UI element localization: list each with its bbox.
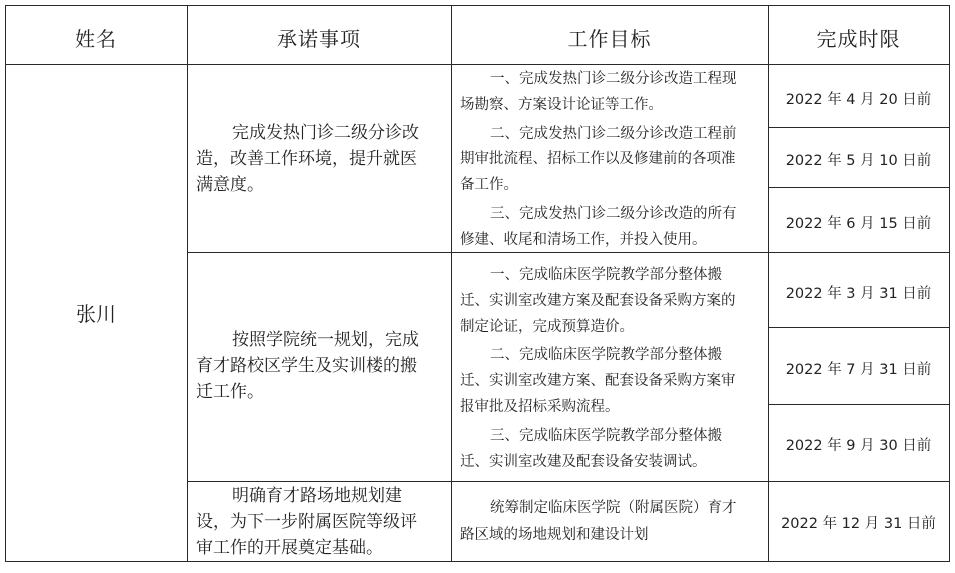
header-commitment: 承诺事项 xyxy=(277,27,361,51)
commitment-1-line-2: 造，改善工作环境，提升就医 xyxy=(196,149,417,169)
person-name: 张川 xyxy=(76,302,116,326)
deadline-2-3: 2022 年 9 月 30 日前 xyxy=(785,438,932,454)
deadline-1-3: 2022 年 6 月 15 日前 xyxy=(785,216,932,232)
goal-3-1-line-1: 统筹制定临床医学院（附属医院）育才 xyxy=(490,500,737,516)
header-goal: 工作目标 xyxy=(567,27,652,51)
deadline-divider-3 xyxy=(768,327,950,328)
goal-2-1-line-1: 一、完成临床医学院教学部分整体搬 xyxy=(490,267,722,283)
deadline-2-2: 2022 年 7 月 31 日前 xyxy=(785,362,932,378)
goal-2-2-line-1: 二、完成临床医学院教学部分整体搬 xyxy=(490,347,722,363)
goal-2-2-line-3: 报审批及招标采购流程。 xyxy=(460,399,620,415)
goal-2-2-line-2: 迁、实训室改建方案、配套设备采购方案审 xyxy=(460,373,736,389)
goal-1-1-line-1: 一、完成发热门诊二级分诊改造工程现 xyxy=(490,71,737,87)
commitment-3-line-1: 明确育才路场地规划建 xyxy=(232,486,402,506)
header-deadline: 完成时限 xyxy=(816,27,901,51)
commitment-2-line-2: 育才路校区学生及实训楼的搬 xyxy=(196,356,417,376)
deadline-1-1: 2022 年 4 月 20 日前 xyxy=(785,92,932,108)
commitment-3-line-3: 审工作的开展奠定基础。 xyxy=(196,538,383,558)
table-border-bottom xyxy=(5,561,950,562)
goal-2-3-line-2: 迁、实训室改建及配套设备安装调试。 xyxy=(460,454,707,470)
table-border-top xyxy=(5,5,950,6)
commitment-2-line-3: 迁工作。 xyxy=(196,382,264,402)
table-border-right xyxy=(949,5,950,562)
commitment-2-line-1: 按照学院统一规划，完成 xyxy=(232,330,419,350)
goal-1-3-line-1: 三、完成发热门诊二级分诊改造的所有 xyxy=(490,206,737,222)
goal-3-1-line-2: 路区域的场地规划和建设计划 xyxy=(460,527,649,543)
goal-2-3-line-1: 三、完成临床医学院教学部分整体搬 xyxy=(490,428,722,444)
header-divider xyxy=(5,64,950,65)
deadline-2-1: 2022 年 3 月 31 日前 xyxy=(785,286,932,302)
commitment-3-line-2: 设，为下一步附属医院等级评 xyxy=(196,512,417,532)
goal-1-1-line-2: 场勘察、方案设计论证等工作。 xyxy=(460,97,663,113)
column-divider-1 xyxy=(187,5,188,562)
commitment-1-line-3: 满意度。 xyxy=(196,175,264,195)
commitment-1-line-1: 完成发热门诊二级分诊改 xyxy=(232,123,419,143)
deadline-3-1: 2022 年 12 月 31 日前 xyxy=(781,516,936,532)
goal-1-2-line-3: 备工作。 xyxy=(460,177,518,193)
group-divider-2 xyxy=(187,481,950,482)
group-divider-1 xyxy=(187,252,950,253)
deadline-1-2: 2022 年 5 月 10 日前 xyxy=(785,153,932,169)
header-name: 姓名 xyxy=(75,27,117,51)
deadline-divider-1 xyxy=(768,127,950,128)
deadline-divider-2 xyxy=(768,187,950,188)
goal-2-1-line-3: 制定论证，完成预算造价。 xyxy=(460,319,634,335)
table-border-left xyxy=(5,5,6,562)
goal-2-1-line-2: 迁、实训室改建方案及配套设备采购方案的 xyxy=(460,293,736,309)
column-divider-2 xyxy=(451,5,452,562)
goal-1-2-line-1: 二、完成发热门诊二级分诊改造工程前 xyxy=(490,126,737,142)
goal-1-2-line-2: 期审批流程、招标工作以及修建前的各项准 xyxy=(460,151,736,167)
deadline-divider-4 xyxy=(768,404,950,405)
goal-1-3-line-2: 修建、收尾和清场工作，并投入使用。 xyxy=(460,232,707,248)
